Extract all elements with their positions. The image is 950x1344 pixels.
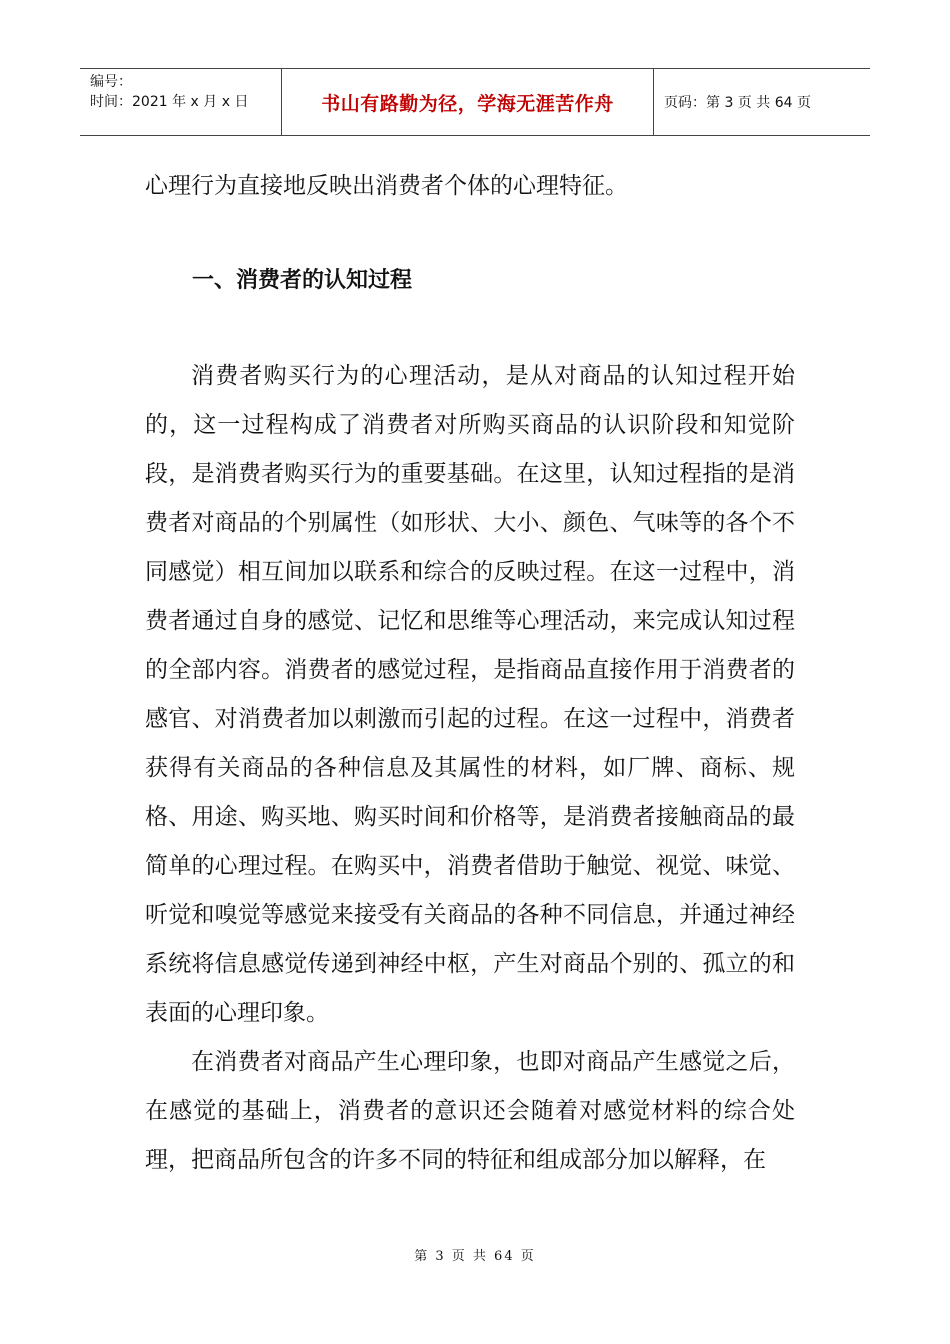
- section-heading: 一、消费者的认知过程: [192, 268, 413, 293]
- page-header: [80, 68, 870, 136]
- header-motto-cell: [282, 69, 654, 135]
- header-meta-cell: [80, 69, 282, 135]
- page-footer: 第 3 页 共 64 页: [414, 1249, 536, 1264]
- header-page-cell: [654, 69, 870, 135]
- motto-text: 书山有路勤为径，学海无涯苦作舟: [321, 92, 614, 115]
- date-label: 时间：2021 年 x 月 x 日: [90, 94, 249, 110]
- serial-number-label: 编号：: [90, 74, 132, 90]
- lead-line: 心理行为直接地反映出消费者个体的心理特征。: [145, 173, 628, 199]
- document-body: [145, 160, 795, 1185]
- body-paragraph-1: 消费者购买行为的心理活动，是从对商品的认知过程开始的，这一过程构成了消费者对所购买商品的认识阶段和知觉阶段，是消费者购买行为的重要基础。在这里，认知过程指的是消费者对商品的个别属性（如形状、大小、颜色、气味等的各个不同感觉）相互间加以联系和综合的反映过程。在这一过程中，消费者通过自身的感觉、记忆和思维等心理活动，来完成认知过程的全部内容。消费者的感觉过程，是指商品直接作用于消费者的感官、对消费者加以刺激而引起的过程。在这一过程中，消费者获得有关商品的各种信息及其属性的材料，如厂牌、商标、规格、用途、购买地、购买时间和价格等，是消费者接触商品的最简单的心理过程。在购买中，消费者借助于触觉、视觉、味觉、听觉和嗅觉等感觉来接受有关商品的各种不同信息，并通过神经系统将信息感觉传递到神经中枢，产生对商品个别的、孤立的和表面的心理印象。: [145, 363, 795, 1026]
- body-paragraph-2: 在消费者对商品产生心理印象，也即对商品产生感觉之后，在感觉的基础上，消费者的意识还会随着对感觉材料的综合处理，把商品所包含的许多不同的特征和组成部分加以解释，在: [145, 1049, 795, 1173]
- header-page-info: 页码：第 3 页 共 64 页: [664, 95, 811, 111]
